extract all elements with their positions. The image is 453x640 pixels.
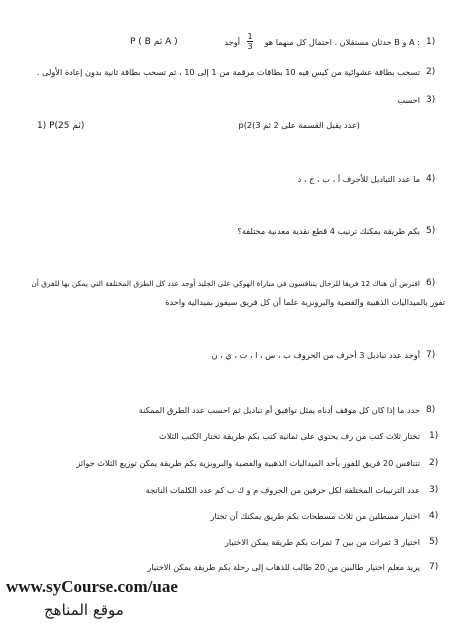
q5-text: بكم طريقة يمكنك ترتيب 4 قطع نقدية معدنية مختلفة؟	[237, 226, 420, 236]
q8-number: 8)	[426, 405, 436, 415]
q1-fraction	[246, 32, 254, 51]
q3-part1: 1) P(2ثم 5)	[37, 121, 85, 131]
q2-number: 2)	[426, 67, 436, 77]
q2-text: تسحب بطاقة عشوائية من كيس فيه 10 بطاقات مرقمة من 1 إلى 10 ، ثم تسحب بطاقة ثانية بدون إعادة الأولى .	[36, 67, 420, 77]
q8-item-1-text: تختار ثلاث كتب من رف يحتوي على ثمانية كتب بكم طريقة تختار الكتب الثلاث	[158, 431, 420, 441]
q6-number: 6)	[426, 278, 436, 288]
q5-number: 5)	[426, 226, 436, 236]
q8-text: حدد ما إذا كان كل موقف أدناه يمثل توافيق أم تباديل ثم احسب عدد الطرق الممكنة	[138, 405, 420, 415]
q1-fraction-denominator: 3	[247, 42, 253, 51]
q1-expression: P ( B ثم A )	[130, 37, 178, 47]
q8-item-5-number: 5)	[429, 537, 439, 547]
q4-number: 4)	[426, 174, 436, 184]
q8-item-3-text: عدد الترتيبات المختلفة لكل حرفين من الحروف م و ك ب كم عدد الكلمات الناتجة	[145, 485, 420, 495]
q8-item-3-number: 3)	[429, 485, 439, 495]
q8-item-7-text: يريد معلم اختيار طالبين من 20 طالب للذهاب إلى رحلة بكم طريقة يمكن الاختيار	[147, 562, 420, 572]
q1-find: أوجد	[224, 37, 240, 47]
q3-text: احسب	[397, 95, 420, 105]
q8-item-2-text: تتنافس 20 فريق للفوز بأحد الميداليات الذهبية والفضية والبرونزية بكم طريقة يمكن توزيع الثلاث جوائز	[76, 458, 420, 468]
q4-text: ما عدد التباديل للأحرف أ ، ب ، ج ، د	[297, 174, 420, 184]
q8-item-4-number: 4)	[429, 511, 439, 521]
q1-fraction-numerator: 1	[247, 32, 253, 41]
q7-number: 7)	[426, 350, 436, 360]
q1-number: 1)	[426, 37, 436, 47]
q8-item-2-number: 2)	[429, 458, 439, 468]
q7-text: أوجد عدد تباديل 3 أحرف من الحروف ب ، س ، ا ، ت ، ي ، ن	[211, 350, 420, 360]
q6-line1: افترض أن هناك 12 فريقا للرجال يتنافسون في مباراة الهوكي على الجليد أوجد عدد كل الطرق المختلفة التي يمكن بها للفرق أن	[31, 279, 420, 288]
q6-line2: تفوز بالميداليات الذهبية والفضية والبرونزية علما أن كل فريق سيفوز بميدالية واحدة	[165, 297, 445, 307]
q3-part2: (عدد يقبل القسمة على 2 ثم 3)p(2	[238, 120, 360, 130]
site-url: www.syCourse.com/uae	[6, 577, 178, 596]
q8-item-4-text: اختيار مسطلين من ثلاث مسطحات بكم طريق يمكنك أن تختار	[210, 511, 420, 521]
q8-item-5-text: اختيار 3 ثمرات من بين 7 ثمرات بكم طريقة يمكن الاختيار	[224, 537, 420, 547]
q1-text: : A و B حدثان مستقلان . احتمال كل منهما هو	[264, 37, 420, 47]
site-name-arabic: موقع المناهج	[44, 601, 124, 619]
q3-number: 3)	[426, 95, 436, 105]
q8-item-7-number: 7)	[429, 562, 439, 572]
q8-item-1-number: 1)	[429, 431, 439, 441]
